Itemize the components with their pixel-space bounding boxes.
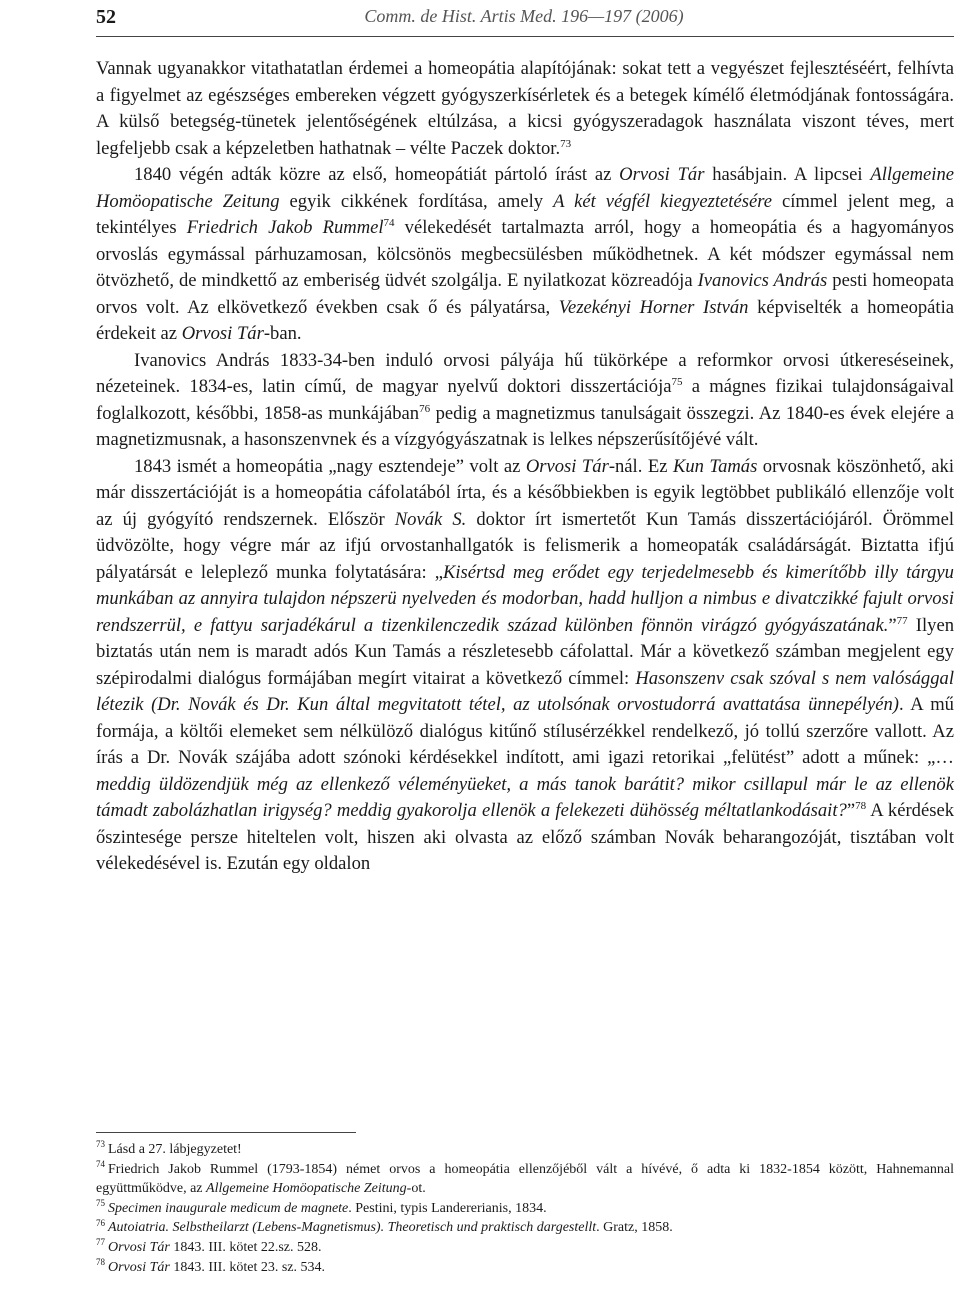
footnote: $^{77}$ Orvosi Tár 1843. III. kötet 22.sz. 528. <box>96 1237 322 1255</box>
paragraph: Ivanovics András 1833-34-ben induló orvosi pályája hű tükörképe a reformkor orvosi útkereséseinek, nézeteinek. 1834-es, latin című, de magyar nyelvű doktori disszertációja$^{75}$ a mágnes fizikai tulajdonságaival foglalkozott, későbbi, 1858-as munkájában$^{76}$ pedig a magnetizmus tanulságait összegzi. Az 1840-es évek elejére a magnetizmusnak, a hasonszenvnek és a vízgyógyászatnak is lelkes népszerűsítőjévé vált. <box>96 349 954 450</box>
footnote: $^{76}$ Autoiatria. Selbstheilarzt (Lebens-Magnetismus). Theoretisch und praktisch dargestellt. Gratz, 1858. <box>96 1217 673 1236</box>
page-header <box>96 6 892 36</box>
paragraph: 1840 végén adták közre az első, homeopátiát pártoló írást az Orvosi Tár hasábjain. A lipcsei Allgemeine Homöopatische Zeitung egyik cikkének fordítása, amely A két végfél kiegyeztetésére címmel jelent meg, a tekintélyes Friedrich Jakob Rummel$^{74}$ vélekedését tartalmazta arról, hogy a homeopátia és a hagyományos orvoslás egymással párhuzamosan, kölcsönös megbecsülésben működhetnek. A két módszer egymással nem ötvözhető, de mindkettő az emberiség üdvét szolgálja. E nyilatkozat közreadója Ivanovics András pesti homeopata orvos volt. Az elkövetkező években csak ő és pályatársa, Vezekényi Horner István képviselték a homeopátia érdekeit az Orvosi Tár-ban. <box>96 164 955 344</box>
running-title: Comm. de Hist. Artis Med. 196—197 (2006) <box>364 6 684 26</box>
footnote: $^{73}$ Lásd a 27. lábjegyzetet! <box>96 1139 242 1157</box>
footnotes <box>96 1140 954 1277</box>
main-text <box>96 56 954 878</box>
paragraph: 1843 ismét a homeopátia „nagy esztendeje” volt az Orvosi Tár-nál. Ez Kun Tamás orvosnak köszönhető, aki már disszertációját is a homeopátia cáfolatából írta, és a későbbiekben is egyik legtöbbet publikáló ellenzője volt az új gyógyító rendszernek. Először Novák S. doktor írt ismertetőt Kun Tamás disszertációjáról. Örömmel üdvözölte, hogy végre már az ifjú orvostanhallgatók is felismerik a homeopaták családárságát. Biztatta ifjú pályatársát e leleplező munka folytatására: „Kisértsd meg erődet egy terjedelmesebb és kimerítőbb illy tárgyu munkában az annyira tulajdon népszerü nyelveden és modorban, hadd hulljon a nimbus e divatczikké fajult orvosi rendszerrül, e fattyu sarjadékárul a tizenkilenczedik század különben fönnön virágzó gyógyászatának.”$^{77}$ Ilyen biztatás után nem is maradt adós Kun Tamás a részletesebb cáfolattal. Már a következő számban megjelent egy szépirodalmi dialógus formájában megírt vitairat a következő címmel: Hasonszenv csak szóval s nem valósággal létezik (Dr. Novák és Dr. Kun által megvitatott tétel, az utolsónak orvostudorrá avattatása ünnepélyén). A mű formája, a költői elemeket sem nélkülöző dialógus kitűnő stílusérzékkel rendelkező, jó tollú szerzőre vallott. Az írás a Dr. Novák szájába adott szónoki kérdésekkel indított, ami igazi retorikai „felütést” adott a műnek: „…meddig üldözendjük még az ellenkező véleményüeket, a más tanok barátit? mikor csillapul már le az ellenök támadt zabolázhatlan irigység? meddig gyakorolja ellenök a felekezeti dühösség méltatlankodásait?”$^{78}$ A kérdések őszintesége persze hiteltelen volt, hiszen aki olvasta az előző számban Novák beharangozóját, tisztában volt vélekedésével is. Ezután egy oldalon <box>96 455 955 874</box>
page-number: 52 <box>96 6 116 28</box>
footnote: $^{75}$ Specimen inaugurale medicum de magnete. Pestini, typis Landererianis, 1834. <box>96 1198 547 1216</box>
footnote: $^{78}$ Orvosi Tár 1843. III. kötet 23. sz. 534. <box>96 1256 326 1275</box>
footnote-rule <box>96 1132 356 1133</box>
paragraph: Vannak ugyanakkor vitathatatlan érdemei a homeopátia alapítójának: sokat tett a vegyészet fejlesztéséért, felhívta a figyelmet az egészséges embereken végzett gyógyszerkísérletek és a betegek kímélő életmódjának fontosságára. A külső betegség-tünetek jelentőségének eltúlzása, a kicsi gyógyszeradagok használata viszont téves, mert legfeljebb csak a képzeletben hathatnak – vélte Paczek doktor.$^{73}$ <box>96 58 954 159</box>
footnote: $^{74}$ Friedrich Jakob Rummel (1793-1854) német orvos a homeopátia ellenzőjéből vált a hívévé, ő adta ki 1832-1854 között, Hahnemannal együttműködve, az Allgemeine Homöopatische Zeitung-ot. <box>96 1158 954 1197</box>
header-rule <box>96 36 954 37</box>
